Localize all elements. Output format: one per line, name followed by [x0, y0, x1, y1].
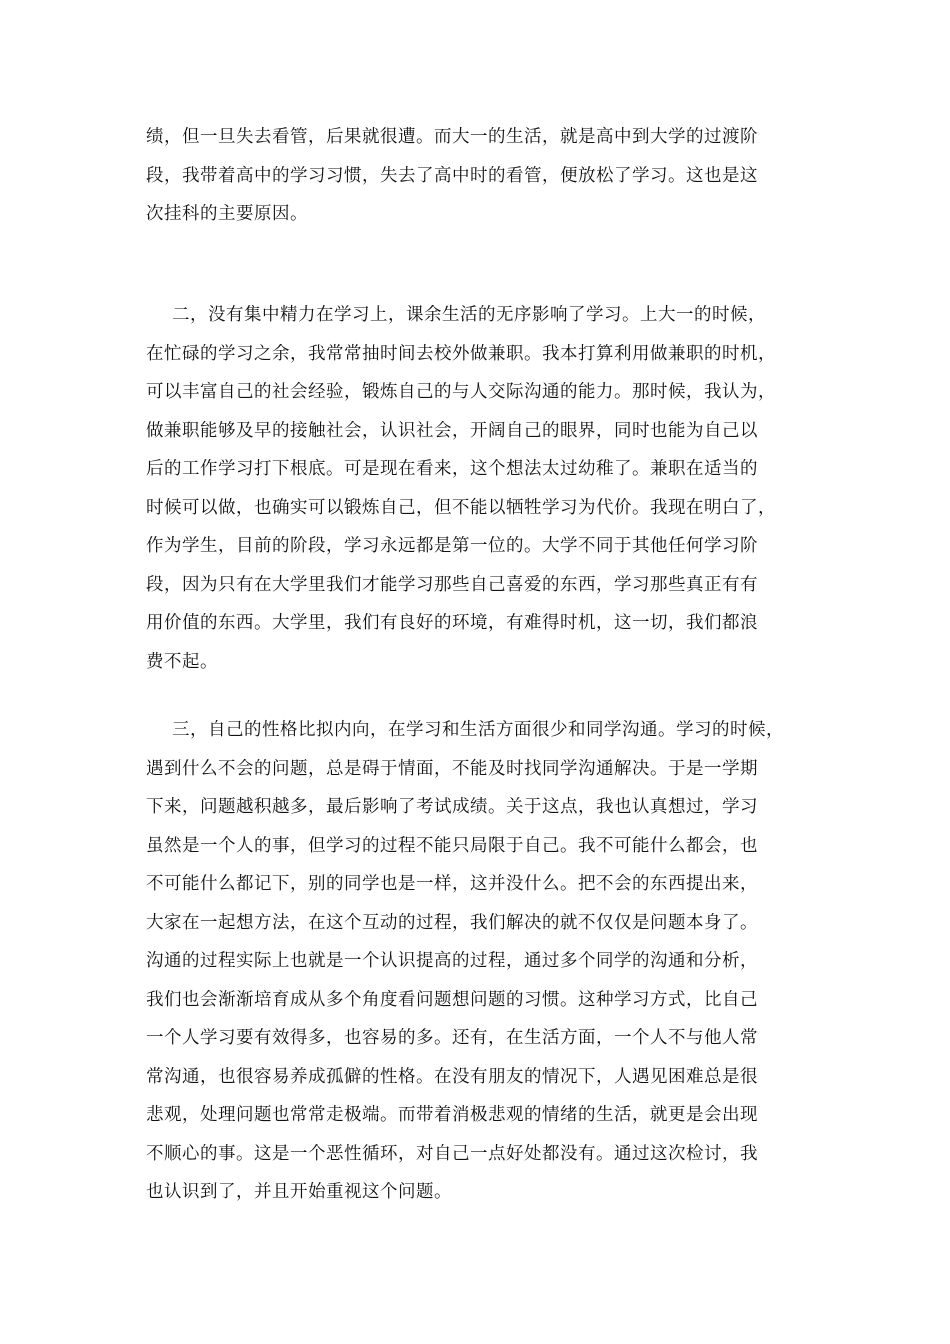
- text-line: 一个人学习要有效得多，也容易的多。还有，在生活方面，一个人不与他人常: [146, 1028, 758, 1048]
- text-line: 费不起。: [146, 651, 218, 672]
- text-line: 次挂科的主要原因。: [146, 204, 308, 224]
- text-line: 我们也会渐渐培育成从多个角度看问题想问题的习惯。这种学习方式，比自己: [146, 989, 758, 1010]
- text-line: 三，自己的性格比拟内向，在学习和生活方面很少和同学沟通。学习的时候，: [172, 720, 784, 740]
- paragraph-point-two: [146, 296, 836, 681]
- text-line: 悲观，处理问题也常常走极端。而带着消极悲观的情绪的生活，就更是会出现: [146, 1105, 758, 1125]
- text-line: 不可能什么都记下，别的同学也是一样，这并没什么。把不会的东西提出来，: [146, 874, 758, 894]
- text-line: 常沟通，也很容易养成孤僻的性格。在没有朋友的情况下，人遇见困难总是很: [146, 1066, 758, 1087]
- text-line: 时候可以做，也确实可以锻炼自己，但不能以牺牲学习为代价。我现在明白了，: [146, 497, 776, 518]
- text-line: 作为学生，目前的阶段，学习永远都是第一位的。大学不同于其他任何学习阶: [146, 536, 758, 556]
- text-line: 不顺心的事。这是一个恶性循环，对自己一点好处都没有。通过这次检讨，我: [146, 1143, 758, 1164]
- text-line: 二，没有集中精力在学习上，课余生活的无序影响了学习。上大一的时候，: [172, 305, 766, 325]
- paragraph-point-three: [146, 711, 836, 1212]
- text-line: 段，因为只有在大学里我们才能学习那些自己喜爱的东西，学习那些真正有有: [146, 574, 758, 595]
- text-line: 在忙碌的学习之余，我常常抽时间去校外做兼职。我本打算利用做兼职的时机，: [146, 343, 776, 364]
- text-line: 用价值的东西。大学里，我们有良好的环境，有难得时机，这一切，我们都浪: [146, 613, 758, 633]
- text-line: 做兼职能够及早的接触社会，认识社会，开阔自己的眼界，同时也能为自己以: [146, 420, 758, 441]
- text-line: 大家在一起想方法，在这个互动的过程，我们解决的就不仅仅是问题本身了。: [146, 912, 758, 933]
- paragraph-continuation: [146, 118, 836, 234]
- text-line: 遇到什么不会的问题，总是碍于情面，不能及时找同学沟通解决。于是一学期: [146, 758, 758, 779]
- text-line: 沟通的过程实际上也就是一个认识提高的过程，通过多个同学的沟通和分析，: [146, 951, 758, 971]
- text-line: 段，我带着高中的学习习惯，失去了高中时的看管，便放松了学习。这也是这: [146, 165, 758, 186]
- text-line: 可以丰富自己的社会经验，锻炼自己的与人交际沟通的能力。那时候，我认为，: [146, 382, 776, 402]
- text-line: 后的工作学习打下根底。可是现在看来，这个想法太过幼稚了。兼职在适当的: [146, 459, 758, 479]
- text-line: 下来，问题越积越多，最后影响了考试成绩。关于这点，我也认真想过，学习: [146, 797, 758, 817]
- text-line: 也认识到了，并且开始重视这个问题。: [146, 1182, 452, 1202]
- text-line: 虽然是一个人的事，但学习的过程不能只局限于自己。我不可能什么都会，也: [146, 835, 758, 856]
- text-line: 绩，但一旦失去看管，后果就很遭。而大一的生活，就是高中到大学的过渡阶: [146, 127, 758, 147]
